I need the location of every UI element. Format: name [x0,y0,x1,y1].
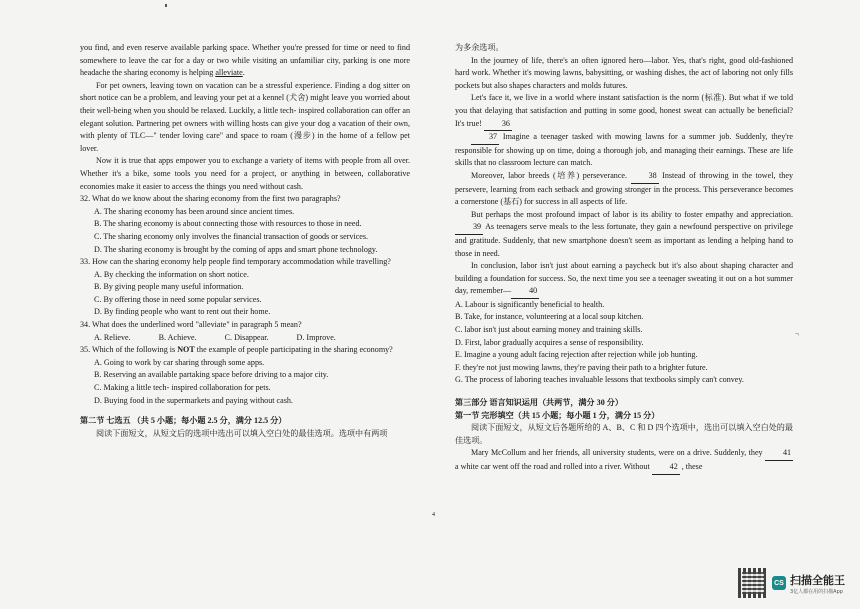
camscanner-logo-icon: CS [772,576,786,590]
labor-paragraph-6: In conclusion, labor isn't just about earning a paycheck but it's also about shaping character and building a foundation for success. So, the next time you see a teenager sweating it out on a hot summer day, remember— 40 [455,260,793,299]
right-column [455,42,793,475]
option-e: E. Imagine a young adult facing rejection after rejection while job hunting. [455,350,698,360]
q34-option-b: B. Achieve. [158,332,197,342]
blank-38: 38 [631,170,659,184]
option-d: D. First, labor gradually acquires a sense of responsibility. [455,337,644,347]
page-number: 4 [432,512,435,518]
underlined-word-alleviate: alleviate [215,68,243,78]
passage-paragraph-apps: Now it is true that apps empower you to exchange a variety of items with people from all over. Whether it's a bike, some tools you need for a project, or anything in between, collaborative economies make it easier to access the things you need without cash. [80,156,410,191]
q35-option-a: A. Going to work by car sharing through some apps. [94,357,265,367]
q32-option-b: B. The sharing economy is about connecting those with resources to those in need. [94,219,362,229]
q34-option-a: A. Relieve. [94,332,131,342]
passage-paragraph-pets: For pet owners, leaving town on vacation can be a stressful experience. Finding a dog sitter on short notice can be a problem, and leaving your pet at a kennel (犬舍) might leave you worried about their well-being when you should be relaxed. Luckily, a little tech- inspired collaboration can offer an elegant solution. Partnering pet owners with willing hosts can give your dog a vacation of their own, with plenty of TLC—" tender loving care" and space to roam (漫步) in the home of a fellow pet lover. [80,80,410,153]
option-g: G. The process of laboring teaches invaluable lessons that textbooks simply can't convey. [455,375,744,385]
question-33: 33. How can the sharing economy help people find temporary accommodation while travelling? [80,257,391,267]
question-34: 34. What does the underlined word "alleviate" in paragraph 5 mean? [80,320,302,330]
q34-option-d: D. Improve. [296,332,336,342]
blank-40: 40 [511,285,539,299]
question-32: 32. What do we know about the sharing economy from the first two paragraphs? [80,194,341,204]
blank-41: 41 [765,447,793,461]
cloze-instructions: 阅读下面短文，从短文后各题所给的 A、B、C 和 D 四个选项中，选出可以填入空白处的最佳选项。 [455,423,793,445]
cloze-passage: Mary McCollum and her friends, all university students, were on a drive. Suddenly, they 41 a white car went off the road and rolled into a river. Without 42 , these [455,447,793,474]
option-a: A. Labour is significantly beneficial to health. [455,299,605,309]
q33-option-a: A. By checking the information on short notice. [94,269,249,279]
q33-option-c: C. By offering those in need some popular services. [94,294,262,304]
option-c: C. labor isn't just about earning money and training skills. [455,325,643,335]
q35-option-d: D. Buying food in the supermarkets and paying without cash. [94,395,293,405]
q32-option-d: D. The sharing economy is brought by the coming of apps and smart phone technology. [94,244,378,254]
section-heading-seven-choose-five: 第二节 七选五 （共 5 小题；每小题 2.5 分，满分 12.5 分） [80,416,287,426]
labor-paragraph-5: But perhaps the most profound impact of labor is its ability to foster empathy and appreciation. 39 As teenagers serve meals to the less fortunate, they gain a newfound perspective on privilege and gratitude. Suddenly, that new smartphone doesn't seem as important as lending a helping hand to those in need. [455,209,793,258]
labor-paragraph-3: 37 Imagine a teenager tasked with mowing lawns for a summer job. Suddenly, they're responsible for showing up on time, doing a thorough job, and managing their earnings. These are life skills that no classroom lecture can match. [455,132,793,168]
blank-37: 37 [471,131,499,145]
option-f: F. they're not just mowing lawns, they're paving their path to a brighter future. [455,362,708,372]
watermark-text [790,572,845,595]
scan-speck [165,4,167,7]
question-35: 35. Which of the following is NOT the example of people participating in the sharing economy? [80,345,393,355]
left-column [80,42,410,440]
part-3-heading: 第三部分 语言知识运用（共两节，满分 30 分） [455,398,623,408]
q35-option-c: C. Making a little tech- inspired collaboration for pets. [94,383,271,393]
scanner-watermark [738,568,845,598]
q35-option-b: B. Reserving an available partaking space before driving to a major city. [94,370,329,380]
section-instructions: 阅读下面短文，从短文后的选项中选出可以填入空白处的最佳选项。选项中有两项 [96,428,388,438]
qr-code-icon [738,568,768,598]
cloze-section-heading: 第一节 完形填空（共 15 小题；每小题 1 分，满分 15 分） [455,410,660,420]
labor-paragraph-1: In the journey of life, there's an often ignored hero—labor. Yes, that's right, good old-fashioned hard work. Whether it's mowing lawns, babysitting, or washing dishes, the act of laboring not only fills pockets but also shapes characters and molds futures. [455,55,793,90]
watermark-brand-name: 扫描全能王 [790,573,845,587]
option-b: B. Take, for instance, volunteering at a local soup kitchen. [455,312,644,322]
blank-36: 36 [484,118,512,132]
margin-mark: ¬ [795,330,799,338]
q32-option-c: C. The sharing economy only involves the financial transaction of goods or services. [94,231,369,241]
watermark-tagline: 3亿人都在用的扫描App [790,588,843,595]
q33-option-b: B. By giving people many useful information. [94,282,244,292]
passage-paragraph-parking: you find, and even reserve available parking space. Whether you're pressed for time or need to find somewhere to leave the car for a day or two while visiting an unfamiliar city, parking is one more headache the sharing economy is helping alleviate. [80,43,410,78]
q34-option-c: C. Disappear. [224,332,269,342]
blank-39: 39 [455,221,483,235]
q34-options [80,332,410,345]
blank-42: 42 [652,461,680,475]
q33-option-d: D. By finding people who want to rent out their home. [94,307,271,317]
q32-option-a: A. The sharing economy has been around since ancient times. [94,206,295,216]
labor-paragraph-2: Let's face it, we live in a world where instant satisfaction is the norm (标准). But what if we told you that delaying that satisfaction and putting in some good, honest sweat can actually be beneficial? It's true! 36 [455,92,793,131]
instruction-continuation: 为多余选项。 [455,43,504,52]
labor-paragraph-4: Moreover, labor breeds (培养) perseverance. 38 Instead of throwing in the towel, they persevere, learning from each setback and growing stronger in the process. This perseverance becomes a cornerstone (基石) for success in all aspects of life. [455,170,793,207]
